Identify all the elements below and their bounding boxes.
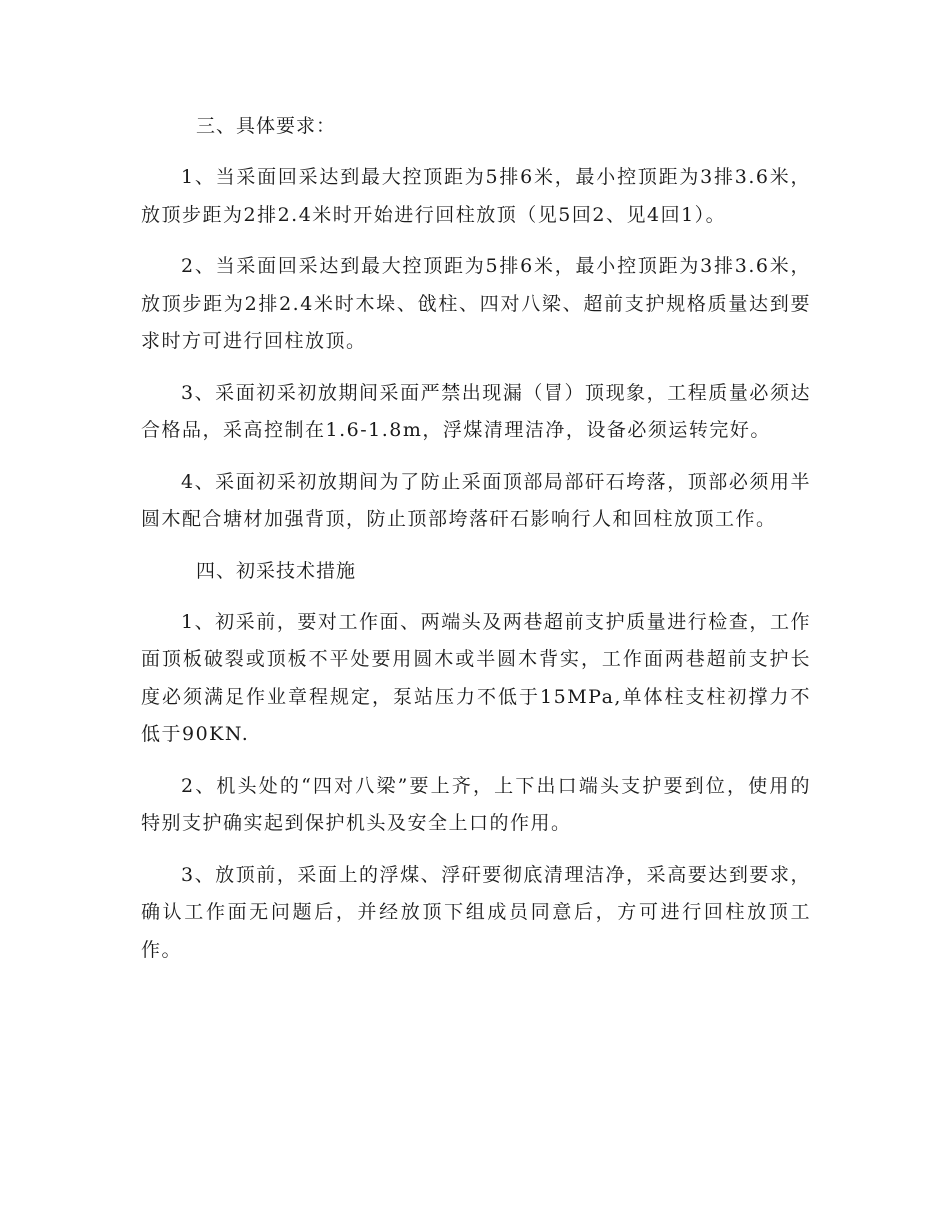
requirement-item-4: 4、采面初采初放期间为了防止采面顶部局部矸石垮落，顶部必须用半圆木配合塘材加强背顶，防止顶部垮落矸石影响行人和回柱放顶工作。 <box>141 470 811 530</box>
section-heading-requirements: 三、具体要求： <box>196 115 337 137</box>
measure-item-2: 2、机头处的“四对八梁”要上齐，上下出口端头支护要到位，使用的特别支护确实起到保护机头及安全上口的作用。 <box>141 774 811 834</box>
measure-item-3: 3、放顶前，采面上的浮煤、浮矸要彻底清理洁净，采高要达到要求，确认工作面无问题后，并经放顶下组成员同意后，方可进行回柱放顶工作。 <box>141 863 811 961</box>
requirement-item-3: 3、采面初采初放期间采面严禁出现漏（冒）顶现象，工程质量必须达合格品，采高控制在1.6-1.8m，浮煤清理洁净，设备必须运转完好。 <box>141 381 811 441</box>
document-body <box>141 108 811 983</box>
section-heading-initial-mining-measures: 四、初采技术措施 <box>196 559 357 582</box>
measure-item-1: 1、初采前，要对工作面、两端头及两巷超前支护质量进行检查，工作面顶板破裂或顶板不平处要用圆木或半圆木背实，工作面两巷超前支护长度必须满足作业章程规定，泵站压力不低于15MPa,单体柱支柱初撑力不低于90KN. <box>141 610 811 745</box>
requirement-item-2: 2、当采面回采达到最大控顶距为5排6米，最小控顶距为3排3.6米，放顶步距为2排2.4米时木垛、戗柱、四对八梁、超前支护规格质量达到要求时方可进行回柱放顶。 <box>141 255 811 352</box>
requirement-item-1: 1、当采面回采达到最大控顶距为5排6米，最小控顶距为3排3.6米，放顶步距为2排2.4米时开始进行回柱放顶（见5回2、见4回1）。 <box>141 166 811 226</box>
